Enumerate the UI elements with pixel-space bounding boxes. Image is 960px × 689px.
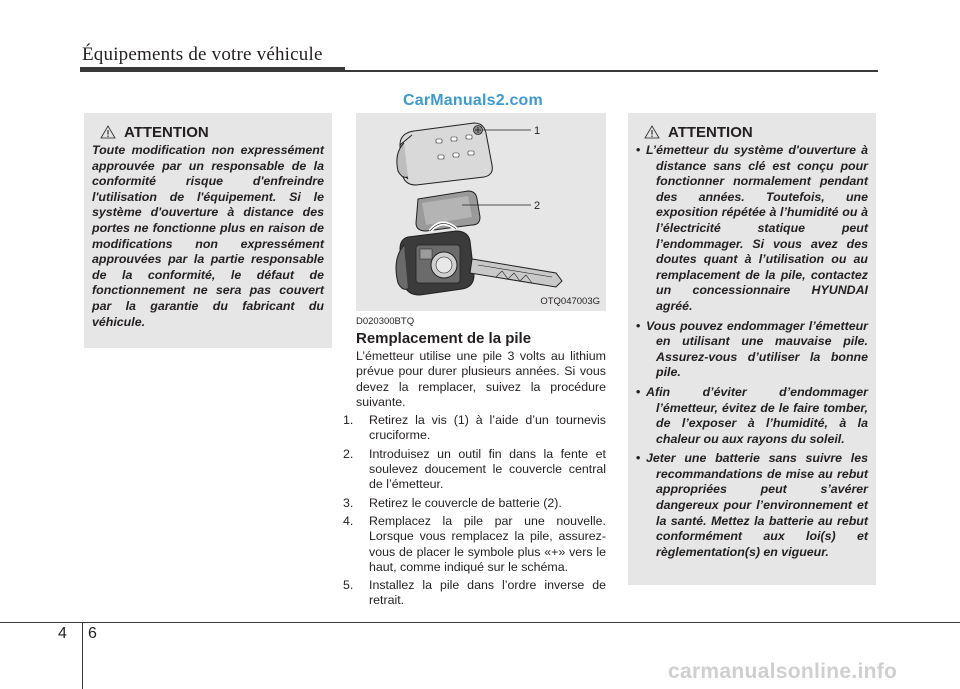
fob-open-with-key [396,223,562,295]
section-code: D020300BTQ [356,316,415,327]
step-item [343,495,606,511]
attention-title-left: ATTENTION [124,123,209,141]
footer-rule-vertical [82,622,83,689]
footer-rule-horizontal [0,622,960,623]
step-item [343,578,606,609]
page-number: 6 [88,625,97,642]
step-number: 1. [343,413,354,428]
attention-bullet [636,143,868,315]
figure-code: OTQ047003G [540,296,600,307]
step-text: Retirez le couvercle de batterie (2). [369,495,562,510]
bullet-dot: • [636,143,641,157]
page-chapter-number: 4 [58,625,67,642]
bullet-dot: • [636,384,641,399]
warning-triangle-icon [100,125,116,139]
steps-list [343,413,606,609]
attention-heading-right [636,123,868,141]
attention-bullets-right [636,143,868,560]
bullet-text: Jeter une batterie sans suivre les recommandations de mise au rebut appropriées peut s’avérer dangereux pour l’environnement et la santé. Mettez la batterie au rebut conformément aux loi(s) et règlementation(s) en vigueur. [646,451,868,559]
attention-bullet [636,451,868,560]
step-item [343,513,606,575]
bullet-text: Afin d’éviter d’endommager l’émetteur, évitez de le faire tomber, de l’exposer à l’humidité, à la chaleur ou aux rayons du soleil. [646,384,868,446]
step-item [343,413,606,444]
fob-screw [474,126,483,135]
callout-label-1: 1 [534,125,541,137]
attention-box-left [84,113,332,348]
header-rule-thick [80,67,345,72]
step-number: 5. [343,578,354,593]
step-item [343,446,606,493]
step-number: 4. [343,513,354,528]
key-fob-figure [356,113,606,311]
bullet-text: Vous pouvez endommager l’émetteur en utilisant une mauvaise pile. Assurez-vous d’utiliser la bonne pile. [646,318,868,380]
step-text: Remplacez la pile par une nouvelle. Lorsque vous remplacez la pile, assurez-vous de placer le symbole plus «+» vers le haut, comme indiqué sur le schéma. [369,513,606,574]
page-header-title: Équipements de votre véhicule [82,44,323,65]
section-intro: L’émetteur utilise une pile 3 volts au lithium prévue pour durer plusieurs années. Si vous devez la remplacer, suivez la procédure suivante. [356,349,606,409]
callout-label-2: 2 [534,200,541,212]
watermark-top: CarManuals2.com [403,92,543,109]
bullet-text: L’émetteur du système d'ouverture à distance sans clé est conçu pour fonctionner normalement pendant des années. Toutefois, une exposition répétée à l’humidité ou à l’électricité statique peut l’endommager. Si vous avez des doutes quant à l’utilisation ou au remplacement de la pile, contactez un concessionnaire HYUNDAI agréé. [646,143,868,313]
step-text: Installez la pile dans l’ordre inverse de retrait. [369,578,606,608]
header-rule-thin [345,70,878,72]
warning-triangle-icon [644,125,660,139]
watermark-bottom: carmanualsonline.info [668,660,898,683]
attention-text-left: Toute modification non expressément approuvée par un responsable de la conformité risque d'enfreindre l'utilisation de l'équipement. Si le système d'ouverture à distance des portes ne fonctionne plus en raison de modifications non expressément approuvées par la partie responsable de la conformité, le défaut de fonctionnement ne sera pas couvert par la garantie du fabricant du véhicule. [92,143,324,329]
section-title: Remplacement de la pile [356,330,532,347]
step-text: Introduisez un outil fin dans la fente et soulevez doucement le couvercle central de l’émetteur. [369,446,606,492]
attention-bullet [636,319,868,381]
key-fob-illustration [356,113,606,311]
section-body [343,349,606,612]
step-number: 2. [343,446,354,461]
bullet-dot: • [636,318,641,333]
attention-box-right [628,113,876,585]
attention-bullet [636,385,868,447]
step-number: 3. [343,495,354,510]
step-text: Retirez la vis (1) à l’aide d’un tournevis cruciforme. [369,413,606,443]
attention-title-right: ATTENTION [668,123,753,141]
bullet-dot: • [636,451,641,466]
attention-heading-left [92,123,324,141]
